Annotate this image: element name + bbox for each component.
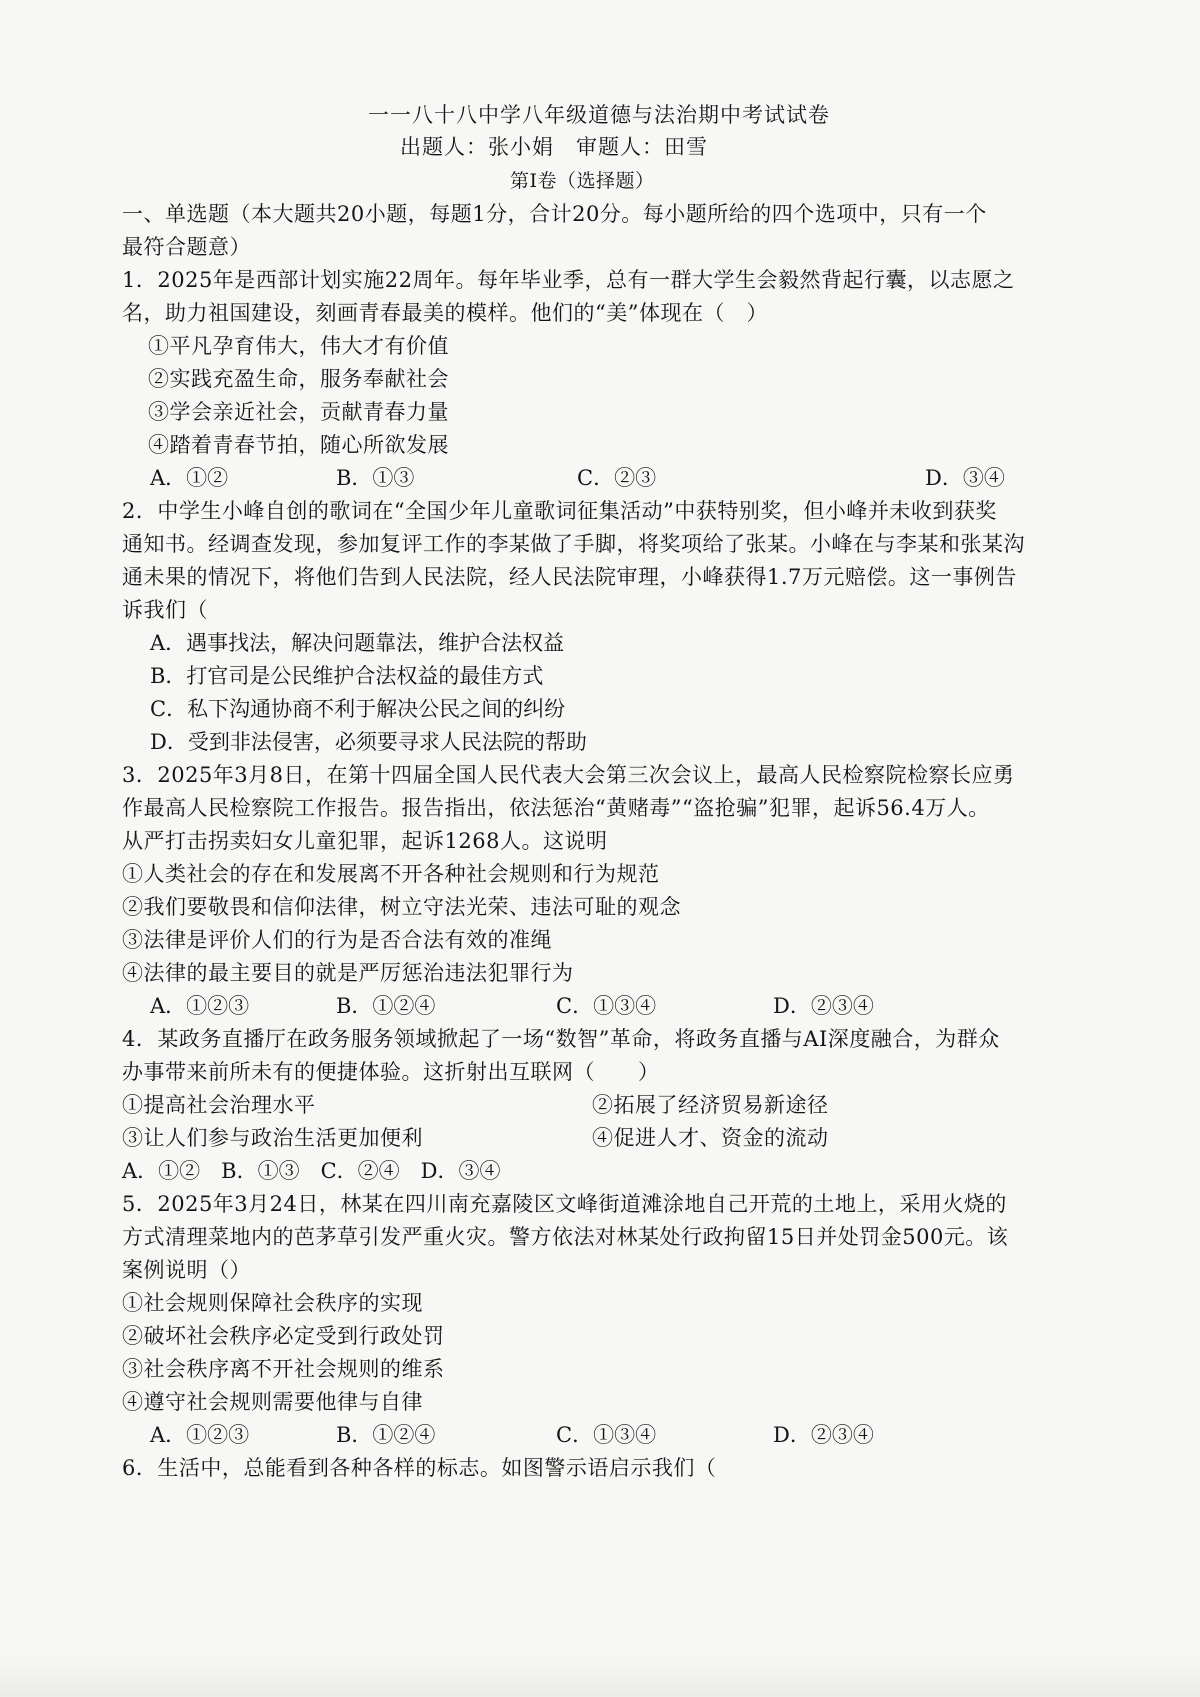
q5-stem-line: 5．2025年3月24日，林某在四川南充嘉陵区文峰街道滩涂地自己开荒的土地上，采用火烧的	[122, 1192, 1007, 1216]
q2-stem-line: 2．中学生小峰自创的歌词在“全国少年儿童歌词征集活动”中获特别奖，但小峰并未收到获奖	[122, 499, 997, 523]
q6-stem-line: 6．生活中，总能看到各种各样的标志。如图警示语启示我们（	[122, 1456, 717, 1480]
volume-label: 第Ⅰ卷（选择题）	[510, 170, 655, 192]
q2-option-a[interactable]: A．遇事找法，解决问题靠法，维护合法权益	[150, 631, 565, 655]
q5-item: ④遵守社会规则需要他律与自律	[122, 1390, 423, 1414]
q5-stem-line: 方式清理菜地内的芭茅草引发严重火灾。警方依法对林某处行政拘留15日并处罚金500元。该	[122, 1225, 1009, 1249]
q5-option-b[interactable]: B．①②④	[336, 1423, 436, 1447]
q3-option-a[interactable]: A．①②③	[150, 994, 250, 1018]
q5-option-c[interactable]: C．①③④	[556, 1423, 657, 1447]
q5-stem-line: 案例说明（）	[122, 1258, 251, 1282]
q2-stem-line: 通知书。经调查发现，参加复评工作的李某做了手脚，将奖项给了张某。小峰在与李某和张某沟	[122, 532, 1025, 556]
q1-option-c[interactable]: C．②③	[577, 466, 657, 490]
q2-option-d[interactable]: D．受到非法侵害，必须要寻求人民法院的帮助	[150, 730, 587, 754]
q1-stem-line: 名，助力祖国建设，刻画青春最美的模样。他们的“美”体现在（ ）	[122, 301, 768, 325]
q3-option-d[interactable]: D．②③④	[773, 994, 874, 1018]
q1-item: ①平凡孕育伟大，伟大才有价值	[148, 334, 449, 358]
q3-stem-line: 从严打击拐卖妇女儿童犯罪，起诉1268人。这说明	[122, 829, 608, 853]
q2-option-b[interactable]: B．打官司是公民维护合法权益的最佳方式	[150, 664, 544, 688]
q3-item: ①人类社会的存在和发展离不开各种社会规则和行为规范	[122, 862, 660, 886]
q1-item: ②实践充盈生命，服务奉献社会	[148, 367, 449, 391]
exam-title: 一一八十八中学八年级道德与法治期中考试试卷	[368, 103, 830, 127]
q4-item: ④促进人才、资金的流动	[592, 1126, 829, 1150]
q1-option-d[interactable]: D．③④	[925, 466, 1005, 490]
section-instruction-line1: 一、单选题（本大题共20小题，每题1分，合计20分。每小题所给的四个选项中，只有一个	[122, 202, 987, 226]
q3-option-c[interactable]: C．①③④	[556, 994, 657, 1018]
q4-stem-line: 4．某政务直播厅在政务服务领域掀起了一场“数智”革命，将政务直播与AI深度融合，为群众	[122, 1027, 1000, 1051]
q2-option-c[interactable]: C．私下沟通协商不利于解决公民之间的纠纷	[150, 697, 566, 721]
q3-option-b[interactable]: B．①②④	[336, 994, 436, 1018]
q3-item: ③法律是评价人们的行为是否合法有效的准绳	[122, 928, 552, 952]
q1-stem-line: 1．2025年是西部计划实施22周年。每年毕业季，总有一群大学生会毅然背起行囊，以志愿之	[122, 268, 1015, 292]
exam-authors: 出题人：张小娟 审题人：田雪	[400, 135, 708, 159]
section-instruction-line2: 最符合题意）	[122, 235, 251, 259]
q4-item: ②拓展了经济贸易新途径	[592, 1093, 829, 1117]
q2-stem-line: 通未果的情况下，将他们告到人民法院，经人民法院审理，小峰获得1.7万元赔偿。这一事例告	[122, 565, 1017, 589]
q5-item: ③社会秩序离不开社会规则的维系	[122, 1357, 445, 1381]
q4-options[interactable]: A．①② B．①③ C．②④ D．③④	[122, 1159, 501, 1183]
q1-option-b[interactable]: B．①③	[336, 466, 415, 490]
q5-item: ①社会规则保障社会秩序的实现	[122, 1291, 423, 1315]
q3-item: ④法律的最主要目的就是严厉惩治违法犯罪行为	[122, 961, 574, 985]
page-bottom-shadow	[0, 1650, 1200, 1697]
q5-option-a[interactable]: A．①②③	[150, 1423, 250, 1447]
q5-item: ②破坏社会秩序必定受到行政处罚	[122, 1324, 445, 1348]
q1-item: ④踏着青春节拍，随心所欲发展	[148, 433, 449, 457]
q3-stem-line: 作最高人民检察院工作报告。报告指出，依法惩治“黄赌毒”“盗抢骗”犯罪，起诉56.4万人。	[122, 796, 990, 820]
q2-stem-line: 诉我们（	[122, 598, 208, 622]
q4-item: ①提高社会治理水平	[122, 1093, 316, 1117]
q3-stem-line: 3．2025年3月8日，在第十四届全国人民代表大会第三次会议上，最高人民检察院检察长应勇	[122, 763, 1015, 787]
q1-option-a[interactable]: A．①②	[150, 466, 229, 490]
q3-item: ②我们要敬畏和信仰法律，树立守法光荣、违法可耻的观念	[122, 895, 681, 919]
q4-stem-line: 办事带来前所未有的便捷体验。这折射出互联网（ ）	[122, 1060, 660, 1084]
q5-option-d[interactable]: D．②③④	[773, 1423, 874, 1447]
q1-item: ③学会亲近社会，贡献青春力量	[148, 400, 449, 424]
q4-item: ③让人们参与政治生活更加便利	[122, 1126, 423, 1150]
